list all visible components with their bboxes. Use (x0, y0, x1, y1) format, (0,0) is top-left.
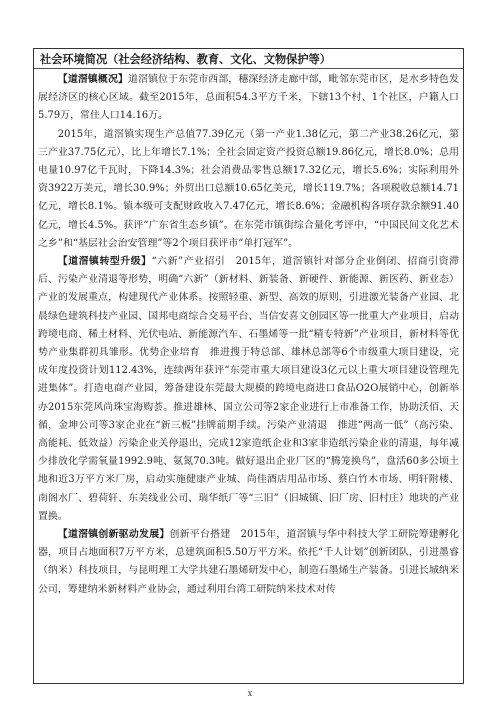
paragraph-text: 创新平台搭建 2015年，道滘镇与华中科技大学工研院筹建孵化器，项目占地面积7万平方米，总建筑面积5.50万平方米。依托“千人计划”创新团队，引进墨睿（纳米）科技项目，与昆明理工大学共建石墨烯研发中心，制造石墨烯生产装备。引进长城纳米公司，筹建纳米新材料产业协会，通过利用台湾工研院纳米技术对传 (38, 529, 459, 595)
paragraph-tag: 【道滘镇概况】 (57, 74, 129, 85)
section-heading: 社会环境简况（社会经济结构、教育、文化、文物保护等） (34, 49, 463, 69)
page-number: x (247, 689, 253, 698)
paragraph-text: 道滘镇位于东莞市西部，穗深经济走廊中部，毗邻东莞市区，是水乡特色发展经济区的核心区域。截至2015年，总面积54.3平方千米，下辖13个村、1个社区，户籍人口5.79万，常住人口14.16万。 (38, 74, 459, 122)
paragraph-tag: 【道滘镇创新驱动发展】 (57, 529, 170, 541)
document-frame (33, 48, 464, 684)
paragraph-text: 2015年，道滘镇实现生产总值77.39亿元（第一产业1.38亿元，第二产业38.26亿元，第三产业37.75亿元），比上年增长7.1%；全社会固定资产投资总额19.86亿元，增长8.0%；总用电量10.97亿千瓦时，下降14.3%；社会消费品零售总额17.32亿元，增长5.6%；实际利用外资3922万美元，增长30.9%；外贸出口总额10.65亿美元，增长119.7%；各项税收总额14.71亿元，增长8.1%。镇本级可支配财政收入7.47亿元，增长8.6%；金融机构各项存款余额91.40亿元，增长4.5%。获评“广东省生态乡镇”。在东莞市镇街综合量化考评中，“中国民间文化艺术之乡”和“基层社会治安管理”等2个项目获评市“单打冠军”。 (38, 128, 459, 249)
paragraph-tag: 【道滘镇转型升级】 (57, 256, 152, 268)
paragraph-innovation (38, 526, 459, 599)
paragraph-text: “六新”产业招引 2015年，道滘镇针对部分企业倒闭、招商引资滞后、污染产业清退等形势，明确“六新”（新材料、新装备、新硬件、新能源、新医药、新业态）产业的发展重点，构建现代产业体系。按照轻重、新型、高效的原则，引进激光装备产业园、北晨绿色建筑科技产业园、国邦电商综合交易平台、当信安喜文创园区等一批重大产业项目，启动跨境电商、稀土材料、光伏电站、新能源汽车、石墨烯等一批“精专特新”产业项目，新材料等优势产业集群初具雏形。优势企业培育 推进搜于特总部、雄林总部等6个市级重大项目建设，完成年度投资计划112.43%，连续两年获评“东莞市重大项目建设3亿元以上重大项目建设管理先进集体”。打造电商产业园，筹备建设东莞最大规模的跨境电商进口食品O2O展销中心，创新举办2015东莞风尚珠宝海购荟。推进雄林、国立公司等2家企业进行上市准备工作，协助沃佰、天循，金坤公司等3家企业在“新三板”挂牌前期手续。污染产业清退 推进“两高一低”（高污染、高能耗、低效益）污染企业关停退出，完成12家造纸企业和3家非造纸污染企业的清退，每年减少排放化学需氧量1992.9吨、氨氮70.3吨。做好退出企业厂区的“腾笼换鸟”，盘活60多公顷土地和近3万平方米厂房，启动实施健康产业城、尚佳酒店用品市场、蔡白竹木市场、明轩附楼、南阁水厂、碧荷轩、东美线业公司、瑞华纸厂等“三旧”（旧城镇、旧厂房、旧村庄）地块的产业置换。 (38, 256, 459, 522)
paragraph-overview (38, 71, 459, 126)
paragraph-upgrade (38, 253, 459, 526)
paragraph-economy (38, 126, 459, 253)
section-content (34, 69, 463, 599)
